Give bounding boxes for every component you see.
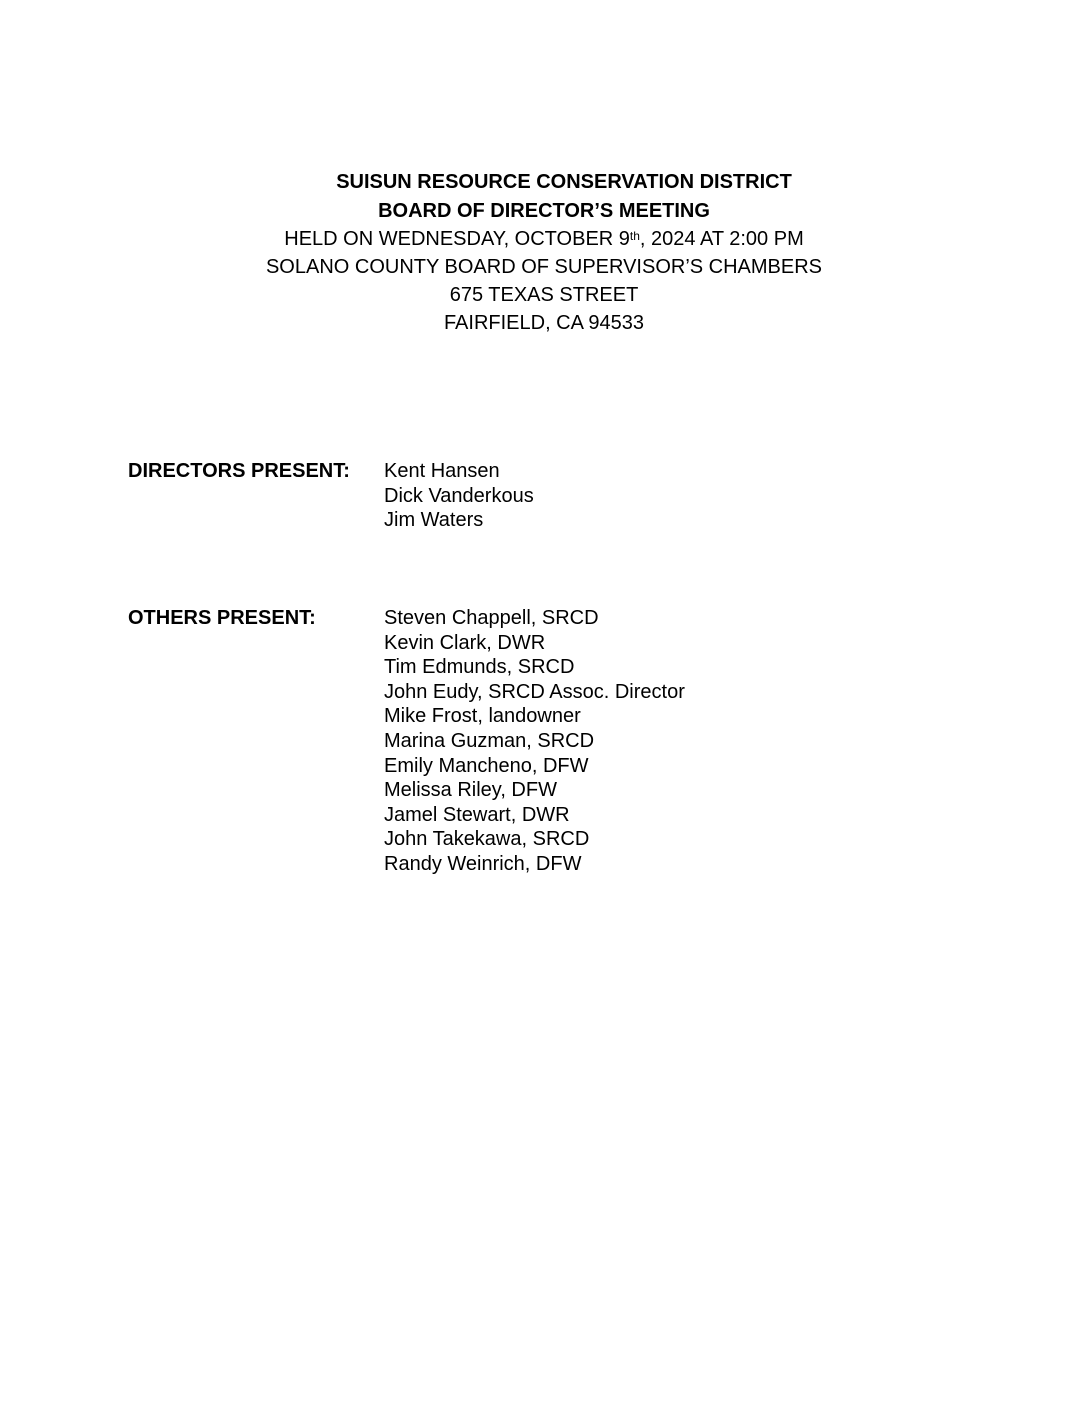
attendee-name: Tim Edmunds, SRCD [384,656,575,679]
attendee-name: Melissa Riley, DFW [384,779,557,802]
attendee-name: John Takekawa, SRCD [384,828,590,851]
attendee-name: Kevin Clark, DWR [384,631,546,654]
attendee-name: Randy Weinrich, DFW [384,852,582,875]
attendee-name: Mike Frost, landowner [384,705,581,728]
directors-present-list [384,459,534,533]
attendee-name: Kent Hansen [384,460,500,482]
meeting-date [0,227,1088,251]
venue-street: 675 TEXAS STREET [449,284,639,306]
attendee-name: Emily Mancheno, DFW [384,754,589,777]
attendee-name: Steven Chappell, SRCD [384,607,599,629]
meeting-venue: SOLANO COUNTY BOARD OF SUPERVISOR’S CHAMBERS [265,256,823,278]
others-present-list [384,606,685,877]
meeting-title: BOARD OF DIRECTOR’S MEETING [378,200,710,222]
directors-present-label: DIRECTORS PRESENT: [128,460,350,482]
attendee-name: Dick Vanderkous [384,484,534,507]
others-present-label: OTHERS PRESENT: [128,607,316,629]
meeting-date-ordinal: th [629,229,640,243]
attendee-name: Jamel Stewart, DWR [384,803,570,826]
attendee-name: Jim Waters [384,509,484,532]
venue-city: FAIRFIELD, CA 94533 [443,312,645,334]
attendee-name: Marina Guzman, SRCD [384,729,595,752]
district-title: SUISUN RESOURCE CONSERVATION DISTRICT [336,171,792,193]
meeting-date-time: , 2024 AT 2:00 PM [639,228,804,250]
meeting-date-main: HELD ON WEDNESDAY, OCTOBER 9 [284,228,630,250]
attendee-name: John Eudy, SRCD Assoc. Director [384,680,685,703]
